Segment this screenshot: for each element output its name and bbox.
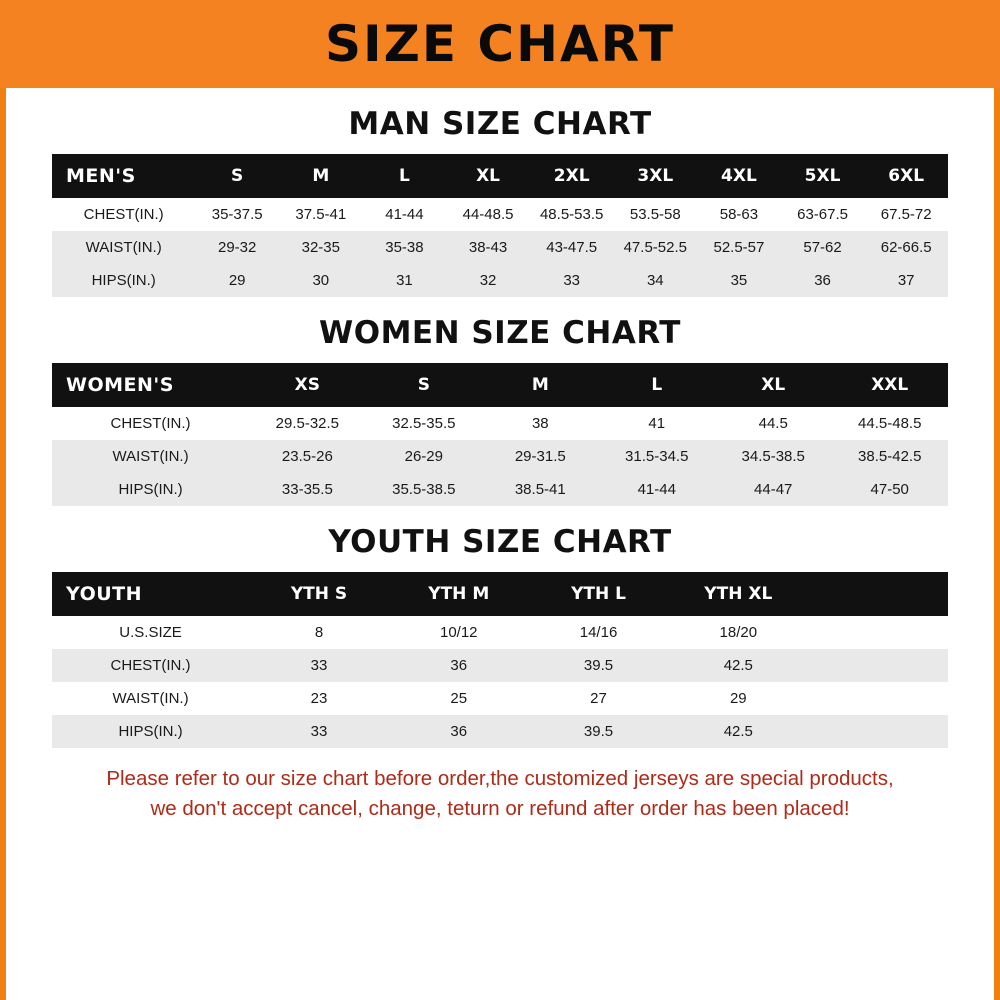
row-label: WAIST(IN.) — [52, 231, 195, 264]
women-col-4: XL — [715, 363, 831, 407]
section-man — [6, 106, 994, 297]
cell: 41-44 — [363, 198, 447, 231]
cell: 29.5-32.5 — [249, 407, 365, 440]
cell: 37.5-41 — [279, 198, 363, 231]
man-col-1: M — [279, 154, 363, 198]
cell: 34 — [613, 264, 697, 297]
cell: 32 — [446, 264, 530, 297]
table-header-row — [52, 363, 948, 407]
women-col-5: XXL — [831, 363, 948, 407]
cell: 44.5-48.5 — [831, 407, 948, 440]
women-table-header — [52, 363, 948, 407]
cell: 47.5-52.5 — [613, 231, 697, 264]
youth-col-2: YTH L — [529, 572, 669, 616]
table-row — [52, 616, 948, 649]
man-col-0: S — [195, 154, 279, 198]
cell: 35-37.5 — [195, 198, 279, 231]
youth-header-label: YOUTH — [52, 572, 249, 616]
cell: 38.5-41 — [482, 473, 598, 506]
section-youth — [6, 524, 994, 748]
man-col-5: 3XL — [613, 154, 697, 198]
cell: 53.5-58 — [613, 198, 697, 231]
women-header-label: WOMEN'S — [52, 363, 249, 407]
women-size-table — [52, 363, 948, 506]
cell: 38.5-42.5 — [831, 440, 948, 473]
cell: 44-48.5 — [446, 198, 530, 231]
women-col-0: XS — [249, 363, 365, 407]
table-row — [52, 440, 948, 473]
table-row — [52, 682, 948, 715]
cell: 29 — [668, 682, 808, 715]
cell-spacer — [808, 616, 948, 649]
section-title-man: MAN SIZE CHART — [348, 106, 652, 142]
man-size-table — [52, 154, 948, 297]
cell: 47-50 — [831, 473, 948, 506]
man-col-8: 6XL — [864, 154, 948, 198]
cell: 14/16 — [529, 616, 669, 649]
cell: 31 — [363, 264, 447, 297]
footer-disclaimer — [6, 764, 994, 823]
cell: 57-62 — [781, 231, 865, 264]
cell: 29-31.5 — [482, 440, 598, 473]
row-label: HIPS(IN.) — [52, 264, 195, 297]
cell: 26-29 — [366, 440, 482, 473]
cell: 43-47.5 — [530, 231, 614, 264]
row-label: CHEST(IN.) — [52, 198, 195, 231]
youth-col-0: YTH S — [249, 572, 389, 616]
cell: 8 — [249, 616, 389, 649]
youth-col-spacer — [808, 572, 948, 616]
cell: 35-38 — [363, 231, 447, 264]
cell: 39.5 — [529, 649, 669, 682]
man-col-4: 2XL — [530, 154, 614, 198]
cell: 32.5-35.5 — [366, 407, 482, 440]
table-row — [52, 198, 948, 231]
women-col-3: L — [599, 363, 715, 407]
youth-table-body — [52, 616, 948, 748]
youth-table-header — [52, 572, 948, 616]
table-row — [52, 649, 948, 682]
row-label: WAIST(IN.) — [52, 682, 249, 715]
women-col-2: M — [482, 363, 598, 407]
row-label: CHEST(IN.) — [52, 649, 249, 682]
cell: 29 — [195, 264, 279, 297]
table-row — [52, 715, 948, 748]
man-col-3: XL — [446, 154, 530, 198]
table-row — [52, 231, 948, 264]
cell: 42.5 — [668, 649, 808, 682]
cell: 18/20 — [668, 616, 808, 649]
cell: 27 — [529, 682, 669, 715]
page-title: SIZE CHART — [324, 15, 676, 73]
cell: 23 — [249, 682, 389, 715]
section-women — [6, 315, 994, 506]
cell: 41 — [599, 407, 715, 440]
cell: 32-35 — [279, 231, 363, 264]
man-col-6: 4XL — [697, 154, 781, 198]
cell: 39.5 — [529, 715, 669, 748]
youth-col-3: YTH XL — [668, 572, 808, 616]
cell: 36 — [389, 649, 529, 682]
cell: 37 — [864, 264, 948, 297]
cell-spacer — [808, 715, 948, 748]
cell-spacer — [808, 649, 948, 682]
cell: 36 — [781, 264, 865, 297]
table-row — [52, 473, 948, 506]
row-label: HIPS(IN.) — [52, 715, 249, 748]
cell: 38-43 — [446, 231, 530, 264]
cell: 42.5 — [668, 715, 808, 748]
cell: 38 — [482, 407, 598, 440]
cell: 35 — [697, 264, 781, 297]
cell: 33 — [530, 264, 614, 297]
cell: 25 — [389, 682, 529, 715]
cell: 63-67.5 — [781, 198, 865, 231]
table-row — [52, 407, 948, 440]
table-header-row — [52, 154, 948, 198]
cell: 44-47 — [715, 473, 831, 506]
row-label: WAIST(IN.) — [52, 440, 249, 473]
cell: 33 — [249, 715, 389, 748]
cell: 30 — [279, 264, 363, 297]
table-row — [52, 264, 948, 297]
cell: 58-63 — [697, 198, 781, 231]
cell: 29-32 — [195, 231, 279, 264]
footer-line-1: Please refer to our size chart before order,the customized jerseys are special products, — [106, 767, 894, 790]
cell: 31.5-34.5 — [599, 440, 715, 473]
women-col-1: S — [366, 363, 482, 407]
table-header-row — [52, 572, 948, 616]
women-table-body — [52, 407, 948, 506]
cell: 33-35.5 — [249, 473, 365, 506]
cell: 10/12 — [389, 616, 529, 649]
youth-col-1: YTH M — [389, 572, 529, 616]
footer-line-2: we don't accept cancel, change, teturn or refund after order has been placed! — [150, 796, 850, 820]
man-header-label: MEN'S — [52, 154, 195, 198]
row-label: HIPS(IN.) — [52, 473, 249, 506]
cell-spacer — [808, 682, 948, 715]
cell: 36 — [389, 715, 529, 748]
man-col-7: 5XL — [781, 154, 865, 198]
man-table-header — [52, 154, 948, 198]
cell: 67.5-72 — [864, 198, 948, 231]
cell: 48.5-53.5 — [530, 198, 614, 231]
row-label: U.S.SIZE — [52, 616, 249, 649]
man-col-2: L — [363, 154, 447, 198]
section-title-women: WOMEN SIZE CHART — [319, 315, 681, 351]
man-table-body — [52, 198, 948, 297]
youth-size-table — [52, 572, 948, 748]
cell: 34.5-38.5 — [715, 440, 831, 473]
cell: 62-66.5 — [864, 231, 948, 264]
header-banner — [0, 0, 1000, 88]
cell: 33 — [249, 649, 389, 682]
cell: 35.5-38.5 — [366, 473, 482, 506]
cell: 44.5 — [715, 407, 831, 440]
row-label: CHEST(IN.) — [52, 407, 249, 440]
section-title-youth: YOUTH SIZE CHART — [328, 524, 672, 560]
cell: 23.5-26 — [249, 440, 365, 473]
cell: 41-44 — [599, 473, 715, 506]
cell: 52.5-57 — [697, 231, 781, 264]
